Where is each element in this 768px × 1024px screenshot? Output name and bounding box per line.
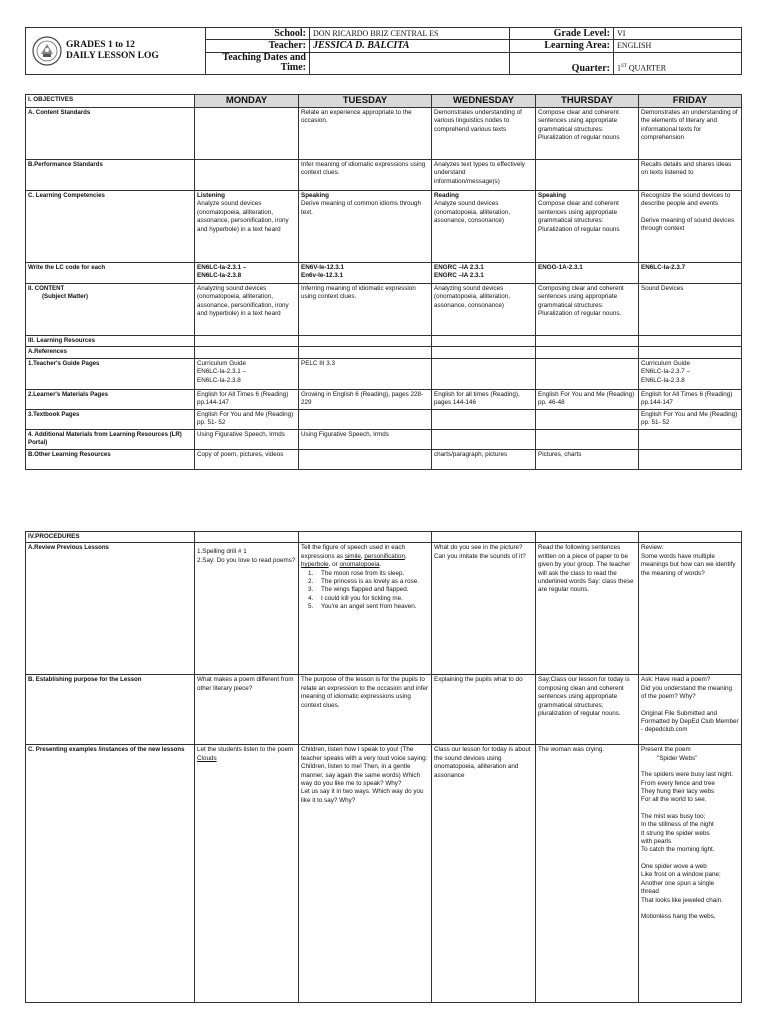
cell-fri: Review: Some words have multiple meanings but how can we identify the meaning of words?	[639, 543, 742, 675]
cell-mon: Listening Analyze sound devices (onomatopoeia, alliteration, assonance, personification, irony and hyperbole) in a text heard	[195, 191, 299, 263]
row-label: Write the LC code for each	[26, 263, 195, 284]
learning-area-value: ENGLISH	[614, 40, 742, 52]
cell-tue: Speaking Derive meaning of common idioms through text.	[299, 191, 432, 263]
presenting-row	[26, 745, 742, 1003]
teacher-value: JESSICA D. BALCITA	[310, 40, 510, 52]
grade-level-label: Grade Level:	[510, 28, 614, 40]
poem-stanza-3: One spider wove a web Like frost on a window pane; Another one spun a single thread That looks like jeweled chain.	[641, 862, 723, 904]
learners-materials-row	[26, 389, 742, 409]
cell-mon: What makes a poem different from other literary piece?	[195, 675, 299, 745]
deped-seal-icon	[32, 36, 62, 66]
references-row	[26, 347, 742, 358]
day-tuesday: TUESDAY	[299, 95, 432, 108]
cell-thu: Pictures, charts	[536, 449, 639, 469]
grade-level-value: VI	[614, 28, 742, 40]
cell-fri: Curriculum Guide EN6LC-Ia-2.3.7 – EN6LC-Ia-2.3.8	[639, 358, 742, 389]
cell-mon: EN6LC-Ia-2.3.1 – EN6LC-Ia-2.3.8	[195, 263, 299, 284]
grades-title: GRADES 1 to 12	[66, 40, 135, 50]
cell-fri: Sound Devices	[639, 284, 742, 336]
row-label: A.Review Previous Lessons	[26, 543, 195, 675]
purpose-row	[26, 675, 742, 745]
cell-wed: charts/paragraph, pictures	[432, 449, 536, 469]
cell-tue: PELC III 3.3	[299, 358, 432, 389]
poem-stanza-1: The spiders were busy last night. From every fence and tree They hung their lacy webs For all the world to see.	[641, 771, 734, 804]
cell-thu	[536, 160, 639, 191]
additional-materials-row	[26, 429, 742, 449]
quarter-label: Quarter:	[510, 52, 614, 75]
cell-thu	[536, 409, 639, 429]
cell-thu: Read the following sentences written on a piece of paper to be given by your group. The teacher will ask the class to read the underlined words Say: class these are regular nouns.	[536, 543, 639, 675]
cell-wed: Class our lesson for today is about the sound devices using onomatopoeia, alliteration and assonance	[432, 745, 536, 1003]
cell-tue: Tell the figure of speech used in each expressions as simile, personification, hyperbole, or onomatopoeia. 1. The moon rose from its sleep. 2. The princess is as lovely as a rose. 3. The wings flapped and flapped. 4. I could kill you for tickling me. 5. You're an angel sent from heaven.	[299, 543, 432, 675]
cell-wed	[432, 429, 536, 449]
cell-wed: English for all times (Reading), pages 144-146	[432, 389, 536, 409]
cell-tue: Growing in English 6 (Reading), pages 228-229	[299, 389, 432, 409]
procedures-heading: IV.PROCEDURES	[26, 532, 195, 543]
learning-area-label: Learning Area:	[510, 40, 614, 52]
competencies-row	[26, 191, 742, 263]
textbook-row	[26, 409, 742, 429]
procedures-table	[25, 531, 742, 1003]
cell-thu: Say;Class our lesson for today is composing clean and coherent sentences using appropriate grammatical structures; pluralization of regular nouns.	[536, 675, 639, 745]
cell-mon: Copy of poem, pictures, videos	[195, 449, 299, 469]
content-row	[26, 284, 742, 336]
quarter-value: 1ST QUARTER	[614, 52, 742, 75]
day-wednesday: WEDNESDAY	[432, 95, 536, 108]
cell-mon: Curriculum Guide EN6LC-Ia-2.3.1 – EN6LC-Ia-2.3.8	[195, 358, 299, 389]
row-label: 1.Teacher's Guide Pages	[26, 358, 195, 389]
lc-code-row	[26, 263, 742, 284]
day-friday: FRIDAY	[639, 95, 742, 108]
cell-wed: What do you see in the picture? Can you imitate the sounds of it?	[432, 543, 536, 675]
cell-tue: Children, listen how I speak to you! (The teacher speaks with a very loud voice saying: Children, listen to me! Then, in a gentle manner, say again the same words) Which way do you like me to speak? Why? Let us say it in two ways. Which way do you like it to say? Why?	[299, 745, 432, 1003]
row-label: II. CONTENT (Subject Matter)	[26, 284, 195, 336]
cell-tue: EN6V-Ie-12.3.1 En6v-Ie-12.3.1	[299, 263, 432, 284]
day-thursday: THURSDAY	[536, 95, 639, 108]
cell-mon: English For You and Me (Reading) pp. 51- 52	[195, 409, 299, 429]
cell-tue: The purpose of the lesson is for the pupils to relate an expression to the occasion and infer meaning of idiomatic expressions using context clues.	[299, 675, 432, 745]
cell-fri	[639, 449, 742, 469]
row-label: 4. Additional Materials from Learning Resources (LR) Portal)	[26, 429, 195, 449]
header-table	[25, 27, 742, 75]
resources-row	[26, 336, 742, 347]
cell-wed: Analyzing sound devices (onomatopoeia, alliteration, assonance, consonance)	[432, 284, 536, 336]
cell-tue: Inferring meaning of idiomatic expression using context clues.	[299, 284, 432, 336]
cell-fri	[639, 429, 742, 449]
cell-tue: Using Figurative Speech, Irmds	[299, 429, 432, 449]
row-label: C. Learning Competencies	[26, 191, 195, 263]
cell-mon: 1.Spelling drill # 1 2.Say: Do you love to read poems?	[195, 543, 299, 675]
cell-fri: Recalls details and shares ideas on texts listened to	[639, 160, 742, 191]
cell-tue	[299, 409, 432, 429]
performance-standards-row	[26, 160, 742, 191]
cell-fri: Demonstrates an understanding of the elements of literary and informational texts for comprehension	[639, 108, 742, 160]
teacher-label: Teacher:	[206, 40, 310, 52]
cell-fri: English For You and Me (Reading) pp. 51- 52	[639, 409, 742, 429]
other-resources-row	[26, 449, 742, 469]
cell-thu	[536, 429, 639, 449]
cell-thu: Compose clear and coherent sentences using appropriate grammatical structures: Pluralization of regular nouns	[536, 108, 639, 160]
content-standards-row	[26, 108, 742, 160]
cell-fri: Ask: Have read a poem? Did you understand the meaning of the poem? Why? Original File Submitted and Formatted by DepEd Club Member - depedclub.com	[639, 675, 742, 745]
row-label: A. Content Standards	[26, 108, 195, 160]
cell-thu: ENGG-1A-2.3.1	[536, 263, 639, 284]
cell-wed	[432, 358, 536, 389]
cell-wed: ENGRC –IA 2.3.1 ENGRC –IA 2.3.1	[432, 263, 536, 284]
cell-mon	[195, 108, 299, 160]
logo-cell	[26, 28, 206, 75]
poem-stanza-4: Motionless hang the webs,	[641, 912, 716, 920]
cell-wed: Analyzes text types to effectively understand information/message(s)	[432, 160, 536, 191]
row-label: B.Other Learning Resources	[26, 449, 195, 469]
cell-fri: Recognize the sound devices to describe people and events Derive meaning of sound devices through context	[639, 191, 742, 263]
cell-thu	[536, 358, 639, 389]
teaching-dates-label: Teaching Dates and Time:	[206, 52, 310, 75]
poem-title-clouds: Clouds	[197, 754, 217, 762]
row-label: A.References	[26, 347, 195, 358]
row-label: B.Performance Standards	[26, 160, 195, 191]
row-label: C. Presenting examples /instances of the new lessons	[26, 745, 195, 1003]
cell-tue: Infer meaning of idiomatic expressions using context clues.	[299, 160, 432, 191]
cell-wed	[432, 409, 536, 429]
cell-tue	[299, 449, 432, 469]
row-label: 3.Textbook Pages	[26, 409, 195, 429]
teachers-guide-row	[26, 358, 742, 389]
cell-wed: Reading Analyze sound devices (onomatopoeia, alliteration, assonance, consonance)	[432, 191, 536, 263]
cell-tue: Relate an experience appropriate to the occasion.	[299, 108, 432, 160]
objectives-heading: I. OBJECTIVES	[26, 95, 195, 108]
objectives-table	[25, 94, 742, 470]
cell-fri: English for All Times 6 (Reading) pp.144-147	[639, 389, 742, 409]
review-row	[26, 543, 742, 675]
cell-mon: Using Figurative Speech, Irmds	[195, 429, 299, 449]
cell-wed: Explaining the pupils what to do	[432, 675, 536, 745]
figures-of-speech-list: 1. The moon rose from its sleep. 2. The princess is as lovely as a rose. 3. The wings flapped and flapped. 4. I could kill you for tickling me. 5. You're an angel sent from heaven.	[301, 570, 429, 612]
day-monday: MONDAY	[195, 95, 299, 108]
cell-mon: Let the students listen to the poem Clouds	[195, 745, 299, 1003]
teaching-dates-value	[310, 52, 510, 75]
cell-thu: Speaking Compose clear and coherent sentences using appropriate grammatical structures: Pluralization of regular nouns	[536, 191, 639, 263]
cell-fri: Present the poem "Spider Webs" The spiders were busy last night. From every fence and tree They hung their lacy webs For all the world to see. The mist was busy too; In the stillness of the night It strung the spider webs with pearls To catch the morning light. One spider wove a web Like frost on a window pane; Another one spun a single thread That looks like jeweled chain. Motionless hang the webs,	[639, 745, 742, 1003]
row-label: 2.Learner's Materials Pages	[26, 389, 195, 409]
cell-mon	[195, 160, 299, 191]
row-label: III. Learning Resources	[26, 336, 195, 347]
dll-title: DAILY LESSON LOG	[66, 51, 159, 61]
cell-mon: Analyzing sound devices (onomatopoeia, alliteration, assonance, personification, irony and hyperbole) in a text heard	[195, 284, 299, 336]
cell-fri: EN6LC-Ia-2.3.7	[639, 263, 742, 284]
poem-stanza-2: The mist was busy too; In the stillness of the night It strung the spider webs with pearls To catch the morning light.	[641, 812, 715, 854]
cell-thu: The woman was crying.	[536, 745, 639, 1003]
row-label: B. Establishing purpose for the Lesson	[26, 675, 195, 745]
cell-mon: English for All Times 6 (Reading) pp.144-147	[195, 389, 299, 409]
school-value: DON RICARDO BRIZ CENTRAL ES	[310, 28, 510, 40]
cell-thu: Composing clear and coherent sentences using appropriate grammatical structures: Pluralization of regular nouns.	[536, 284, 639, 336]
school-label: School:	[206, 28, 310, 40]
cell-thu: English For You and Me (Reading) pp. 46-48	[536, 389, 639, 409]
cell-wed: Demonstrates understanding of various linguistics nodes to comprehend various texts	[432, 108, 536, 160]
